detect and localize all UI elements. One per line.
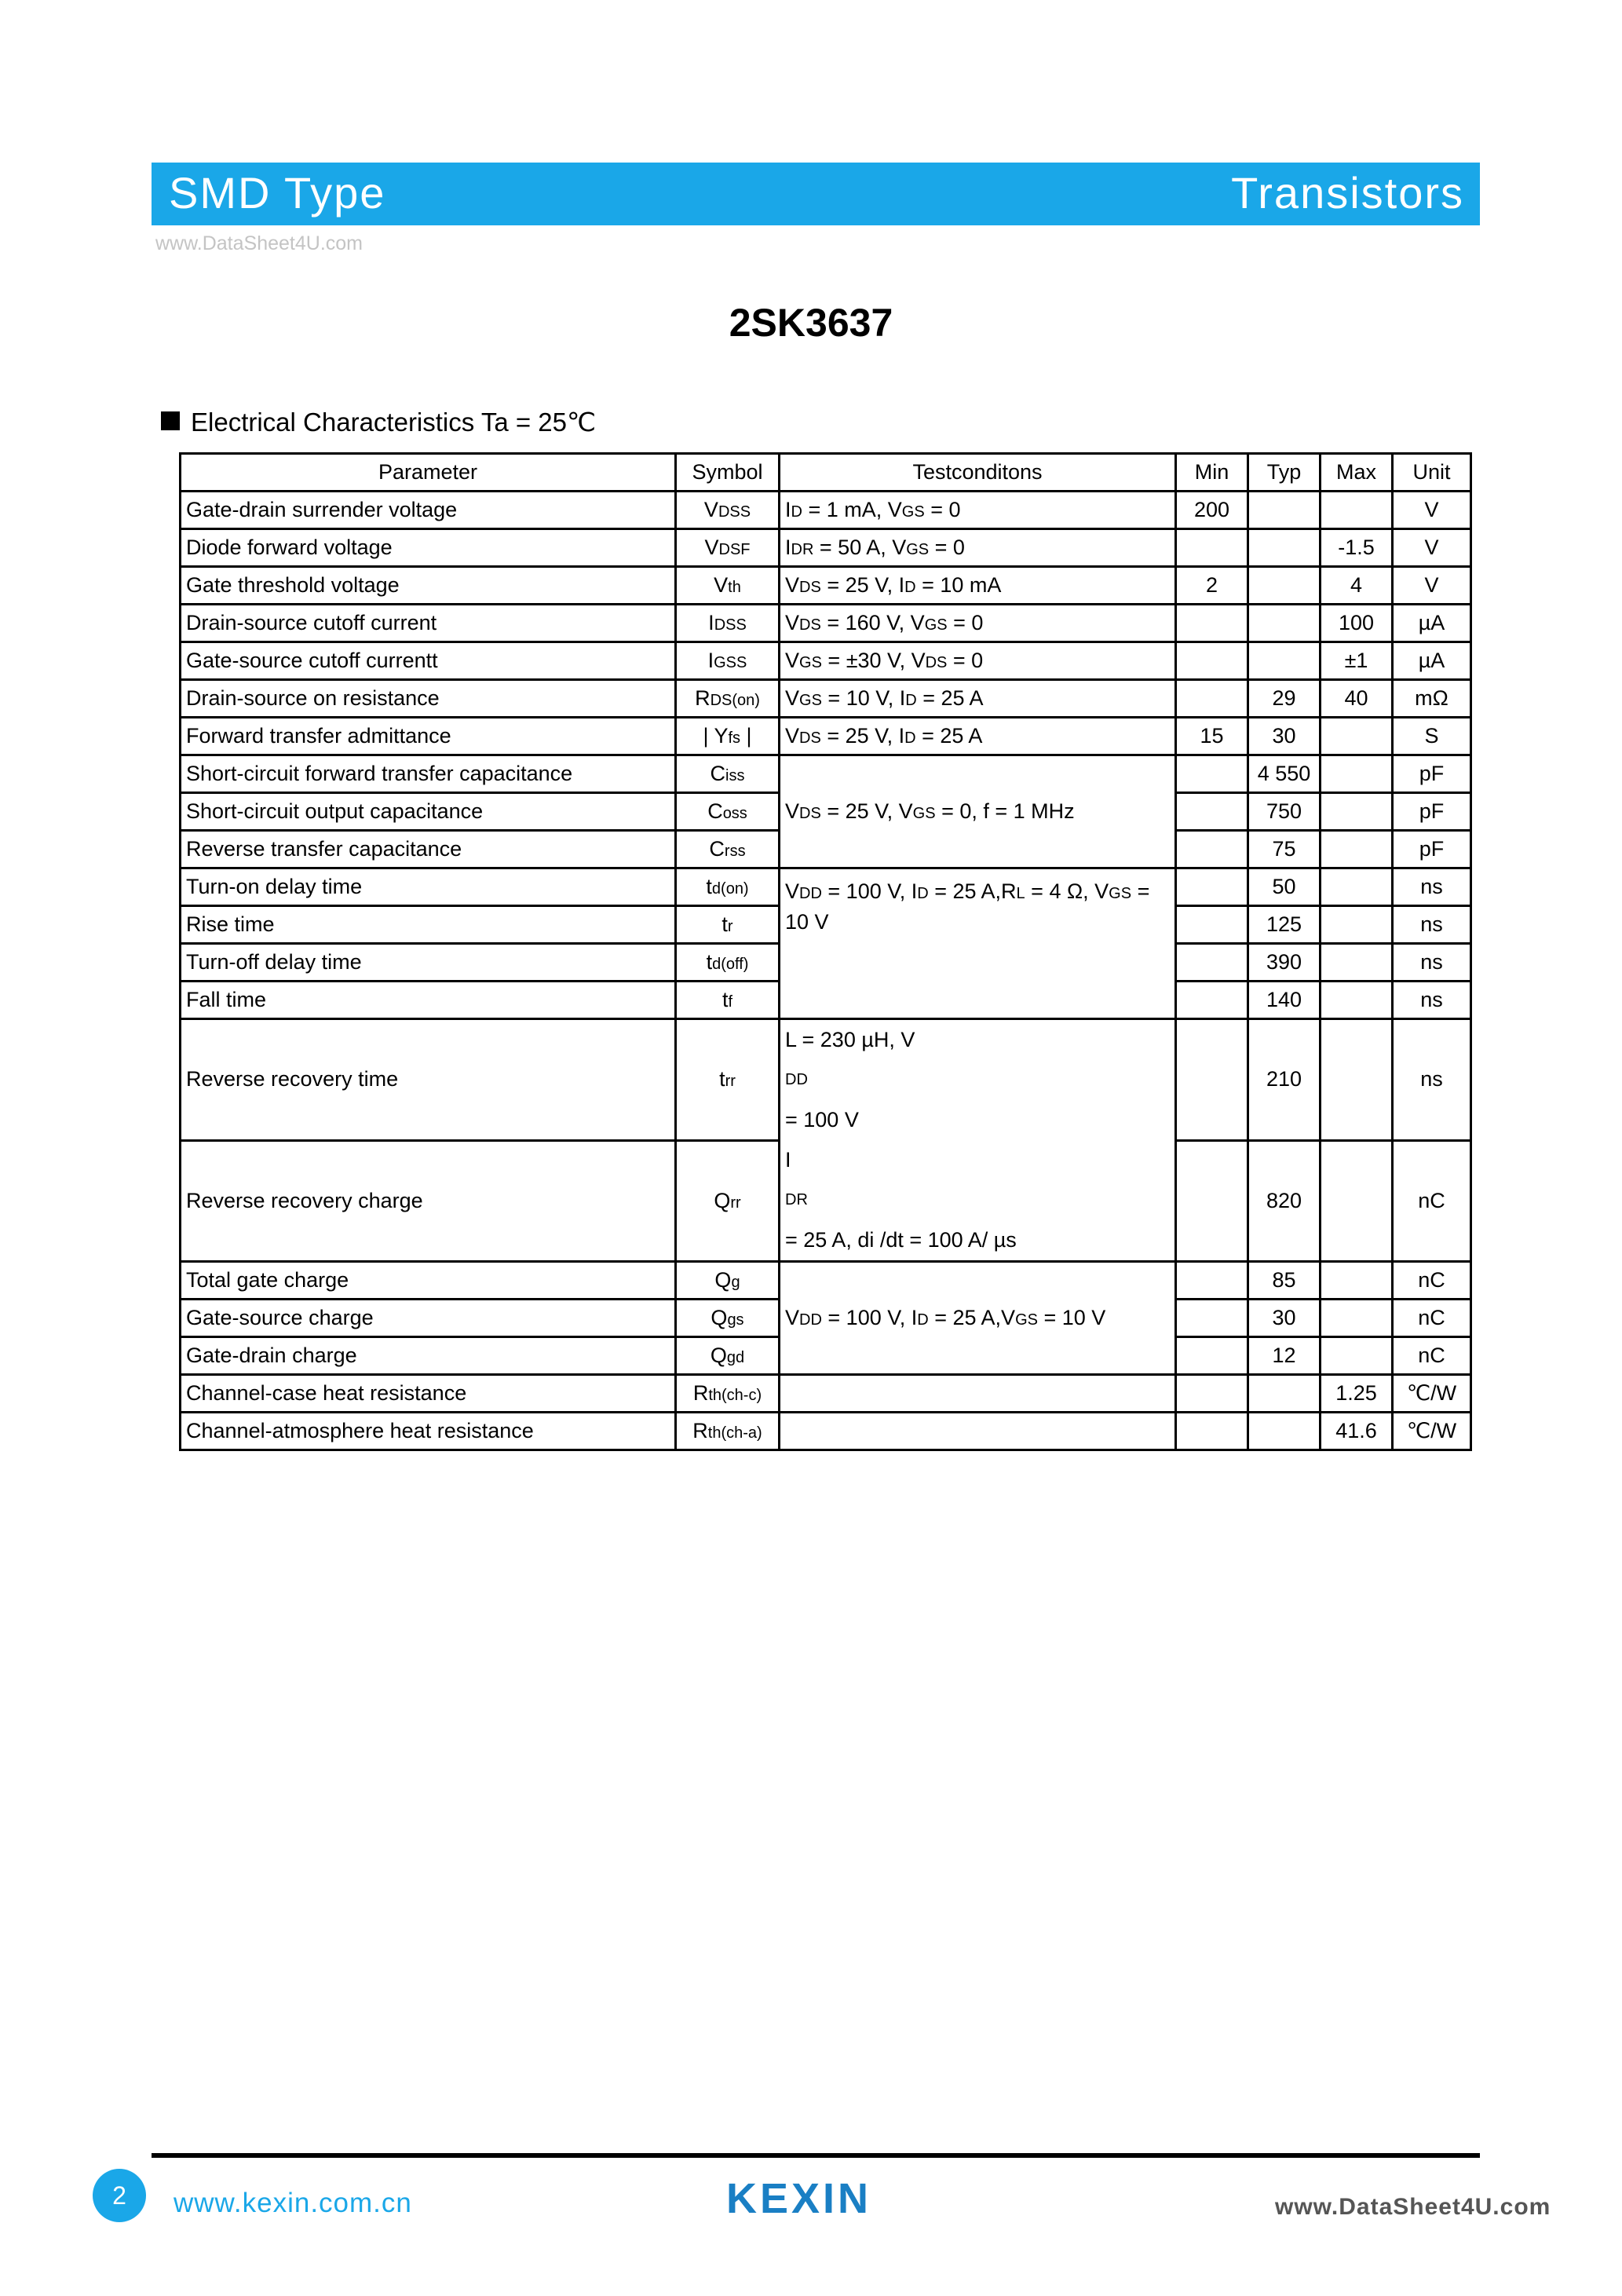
subscript: L [1016, 885, 1025, 902]
unit-cell: pF [1393, 755, 1471, 793]
text-segment: C [709, 837, 725, 861]
parameter-cell: Forward transfer admittance [181, 718, 676, 755]
subscript: DR [791, 541, 814, 558]
symbol-cell [676, 982, 780, 1019]
parameter-cell: Gate-drain surrender voltage [181, 492, 676, 529]
typ-cell: 12 [1248, 1337, 1321, 1375]
min-cell [1176, 755, 1248, 793]
symbol-cell [676, 680, 780, 718]
parameter-cell: Total gate charge [181, 1262, 676, 1300]
text-segment: Q [714, 1268, 732, 1292]
parameter-cell: Turn-on delay time [181, 868, 676, 906]
min-cell: 2 [1176, 567, 1248, 605]
unit-cell: mΩ [1393, 680, 1471, 718]
condition-cell [780, 718, 1176, 755]
max-cell: 100 [1321, 605, 1393, 642]
max-cell: 1.25 [1321, 1375, 1393, 1413]
text-segment: = 25 V, I [820, 724, 905, 748]
text-segment: R [692, 1381, 709, 1405]
max-cell [1321, 906, 1393, 944]
symbol-cell [676, 793, 780, 831]
typ-cell: 210 [1248, 1019, 1321, 1141]
table-row [181, 718, 1471, 755]
col-header: Unit [1393, 454, 1471, 492]
electrical-characteristics-table [179, 452, 1472, 1451]
typ-cell [1248, 642, 1321, 680]
subscript: D [917, 1311, 929, 1329]
typ-cell [1248, 1413, 1321, 1450]
subscript: GS [799, 692, 822, 709]
text-segment: Q [714, 1188, 731, 1212]
unit-cell: S [1393, 718, 1471, 755]
subscript: D [904, 579, 916, 596]
condition-cell [780, 1019, 1176, 1262]
text-segment: = 25 A, di /dt = 100 A/ µs [785, 1228, 1017, 1252]
col-header: Typ [1248, 454, 1321, 492]
subscript: DD [799, 885, 822, 902]
text-segment: t [706, 950, 713, 974]
max-cell [1321, 1019, 1393, 1141]
min-cell [1176, 868, 1248, 906]
subscript: f [728, 993, 733, 1011]
subscript: gd [726, 1349, 745, 1366]
text-segment: R [692, 1419, 708, 1442]
min-cell [1176, 944, 1248, 982]
unit-cell: nC [1393, 1337, 1471, 1375]
text-segment: = 25 A [915, 724, 983, 748]
parameter-cell: Fall time [181, 982, 676, 1019]
text-segment: Q [711, 1306, 728, 1329]
subscript: oss [722, 805, 747, 822]
parameter-cell: Channel-case heat resistance [181, 1375, 676, 1413]
symbol-cell [676, 831, 780, 868]
subscript: GS [901, 503, 925, 521]
kexin-logo [726, 2177, 907, 2217]
typ-cell [1248, 492, 1321, 529]
min-cell [1176, 1262, 1248, 1300]
text-segment: = 10 mA [915, 573, 1002, 597]
max-cell [1321, 868, 1393, 906]
typ-cell [1248, 529, 1321, 567]
text-segment: = 0 [924, 498, 961, 521]
subscript: DSS [714, 616, 747, 634]
text-segment: = 1 mA, V [802, 498, 902, 521]
symbol-cell [676, 944, 780, 982]
subscript: D [904, 729, 916, 747]
text-segment: t [719, 1067, 725, 1091]
symbol-cell [676, 605, 780, 642]
table-row [181, 567, 1471, 605]
unit-cell: µA [1393, 605, 1471, 642]
subscript: DS [799, 805, 821, 822]
condition-cell [780, 1375, 1176, 1413]
table-row [181, 1375, 1471, 1413]
table-row [181, 492, 1471, 529]
symbol-cell [676, 1337, 780, 1375]
max-cell [1321, 1140, 1393, 1262]
subscript: DS [799, 729, 821, 747]
typ-cell: 50 [1248, 868, 1321, 906]
condition-cell [780, 755, 1176, 868]
min-cell [1176, 1413, 1248, 1450]
text-segment: = 25 A,R [928, 879, 1017, 903]
unit-cell: ℃/W [1393, 1413, 1471, 1450]
condition-cell [780, 642, 1176, 680]
max-cell: 41.6 [1321, 1413, 1393, 1450]
text-segment: R [695, 686, 711, 710]
condition-cell [780, 1413, 1176, 1450]
subscript: DSF [718, 541, 751, 558]
text-segment: L = 230 µH, V [785, 1028, 915, 1051]
symbol-cell [676, 1300, 780, 1337]
unit-cell: nC [1393, 1262, 1471, 1300]
text-segment: = 100 V, I [821, 1306, 918, 1329]
condition-cell [780, 868, 1176, 1019]
min-cell [1176, 793, 1248, 831]
table-row [181, 755, 1471, 793]
table-row [181, 868, 1471, 906]
symbol-cell [676, 567, 780, 605]
parameter-cell: Gate threshold voltage [181, 567, 676, 605]
unit-cell: V [1393, 567, 1471, 605]
text-segment: I [785, 498, 791, 521]
symbol-cell [676, 1019, 780, 1141]
kexin-logo-text: KEXIN [726, 2177, 872, 2217]
text-segment: = 0 [947, 611, 984, 634]
max-cell [1321, 755, 1393, 793]
typ-cell [1248, 605, 1321, 642]
unit-cell: pF [1393, 793, 1471, 831]
typ-cell: 29 [1248, 680, 1321, 718]
text-segment: V [785, 724, 800, 748]
parameter-cell: Reverse recovery charge [181, 1140, 676, 1262]
parameter-cell: Reverse transfer capacitance [181, 831, 676, 868]
text-segment: I [785, 1148, 791, 1172]
text-segment: V [785, 1306, 800, 1329]
subscript: DR [785, 1191, 808, 1208]
text-segment: | Y [703, 724, 729, 748]
typ-cell: 30 [1248, 718, 1321, 755]
typ-cell: 125 [1248, 906, 1321, 944]
min-cell [1176, 1140, 1248, 1262]
subscript: rss [724, 843, 746, 860]
subscript: GS [924, 616, 948, 634]
typ-cell: 85 [1248, 1262, 1321, 1300]
max-cell: 40 [1321, 680, 1393, 718]
parameter-cell: Drain-source cutoff current [181, 605, 676, 642]
subscript: DS [799, 579, 821, 596]
table-row [181, 642, 1471, 680]
subscript: th(ch-a) [707, 1424, 762, 1442]
square-bullet-icon [161, 411, 180, 430]
unit-cell: V [1393, 492, 1471, 529]
text-segment: V [785, 573, 800, 597]
text-segment: = 25 A [916, 686, 984, 710]
condition-line [785, 1140, 1170, 1260]
unit-cell: ns [1393, 944, 1471, 982]
watermark-bottom: www.DataSheet4U.com [1275, 2194, 1551, 2220]
condition-cell [780, 529, 1176, 567]
subscript: r [727, 918, 733, 935]
parameter-cell: Gate-source cutoff currentt [181, 642, 676, 680]
parameter-cell: Short-circuit output capacitance [181, 793, 676, 831]
subscript: GS [799, 654, 822, 671]
text-segment: V [714, 573, 729, 597]
text-segment: I [785, 536, 791, 559]
condition-cell [780, 567, 1176, 605]
unit-cell: ns [1393, 906, 1471, 944]
condition-line [785, 1020, 1170, 1140]
subscript: GSS [714, 654, 747, 671]
col-header: Parameter [181, 454, 676, 492]
footer-rule [152, 2153, 1480, 2158]
max-cell [1321, 944, 1393, 982]
subscript: D [791, 503, 802, 521]
min-cell [1176, 642, 1248, 680]
text-segment: V [703, 498, 718, 521]
text-segment: = ±30 V, V [821, 649, 926, 672]
subscript: rr [725, 1073, 736, 1091]
parameter-cell: Short-circuit forward transfer capacitance [181, 755, 676, 793]
text-segment: I [707, 649, 714, 672]
max-cell [1321, 982, 1393, 1019]
max-cell [1321, 1337, 1393, 1375]
text-segment: = 25 A,V [928, 1306, 1016, 1329]
symbol-cell [676, 755, 780, 793]
subscript: GS [906, 541, 930, 558]
parameter-cell: Rise time [181, 906, 676, 944]
unit-cell: ns [1393, 982, 1471, 1019]
min-cell [1176, 982, 1248, 1019]
header-right-title: Transistors [1231, 168, 1464, 218]
table-header-row [181, 454, 1471, 492]
text-segment: I [708, 611, 714, 634]
symbol-cell [676, 1262, 780, 1300]
parameter-cell: Reverse recovery time [181, 1019, 676, 1141]
parameter-cell: Gate-source charge [181, 1300, 676, 1337]
subscript: DS [925, 654, 948, 671]
subscript: GS [912, 805, 936, 822]
part-number: 2SK3637 [729, 301, 893, 345]
typ-cell: 4 550 [1248, 755, 1321, 793]
subscript: DSS [718, 503, 751, 521]
parameter-cell: Channel-atmosphere heat resistance [181, 1413, 676, 1450]
typ-cell: 140 [1248, 982, 1321, 1019]
subscript: g [731, 1274, 740, 1291]
subscript: gs [727, 1311, 744, 1329]
text-segment: = 10 V [1037, 1306, 1106, 1329]
min-cell [1176, 831, 1248, 868]
table-row [181, 1262, 1471, 1300]
subscript: fs [728, 729, 741, 747]
unit-cell: nC [1393, 1140, 1471, 1262]
min-cell [1176, 1337, 1248, 1375]
text-segment: = 10 V [785, 879, 1150, 934]
min-cell [1176, 680, 1248, 718]
min-cell [1176, 529, 1248, 567]
col-header: Testconditons [780, 454, 1176, 492]
unit-cell: ℃/W [1393, 1375, 1471, 1413]
symbol-cell [676, 1140, 780, 1262]
subscript: th(ch-c) [708, 1387, 762, 1404]
text-segment: = 100 V [785, 1108, 859, 1132]
text-segment: Q [710, 1344, 727, 1367]
text-segment: V [785, 686, 800, 710]
text-segment: V [785, 799, 800, 823]
col-header: Symbol [676, 454, 780, 492]
symbol-cell [676, 868, 780, 906]
min-cell [1176, 1019, 1248, 1141]
min-cell: 15 [1176, 718, 1248, 755]
typ-cell: 30 [1248, 1300, 1321, 1337]
min-cell [1176, 1375, 1248, 1413]
unit-cell: µA [1393, 642, 1471, 680]
col-header: Max [1321, 454, 1393, 492]
subscript: D [905, 692, 917, 709]
text-segment: | [740, 724, 752, 748]
text-segment: t [706, 875, 712, 898]
text-segment: C [707, 799, 723, 823]
section-title-text: Electrical Characteristics Ta = 25℃ [191, 408, 597, 437]
condition-cell [780, 492, 1176, 529]
min-cell: 200 [1176, 492, 1248, 529]
header-left-title: SMD Type [169, 168, 386, 218]
subscript: iss [725, 767, 745, 784]
max-cell: 4 [1321, 567, 1393, 605]
max-cell [1321, 492, 1393, 529]
table-row [181, 605, 1471, 642]
symbol-cell [676, 642, 780, 680]
min-cell [1176, 1300, 1248, 1337]
header-banner [152, 163, 1480, 225]
typ-cell: 390 [1248, 944, 1321, 982]
text-segment: V [785, 611, 800, 634]
subscript: th [728, 579, 741, 596]
text-segment: = 0, f = 1 MHz [935, 799, 1075, 823]
subscript: DS [799, 616, 821, 634]
unit-cell: pF [1393, 831, 1471, 868]
typ-cell: 75 [1248, 831, 1321, 868]
typ-cell: 750 [1248, 793, 1321, 831]
text-segment: t [721, 912, 728, 936]
min-cell [1176, 605, 1248, 642]
subscript: d(on) [711, 880, 749, 898]
text-segment: = 100 V, I [821, 879, 918, 903]
text-segment: t [721, 988, 729, 1011]
symbol-cell [676, 492, 780, 529]
unit-cell: V [1393, 529, 1471, 567]
subscript: d(off) [712, 956, 749, 973]
table-row [181, 1413, 1471, 1450]
subscript: DS(on) [710, 692, 760, 709]
max-cell [1321, 831, 1393, 868]
parameter-cell: Gate-drain charge [181, 1337, 676, 1375]
max-cell [1321, 1300, 1393, 1337]
condition-cell [780, 680, 1176, 718]
subscript: GS [1109, 885, 1132, 902]
table-row [181, 680, 1471, 718]
parameter-cell: Diode forward voltage [181, 529, 676, 567]
footer-website-link[interactable]: www.kexin.com.cn [174, 2188, 412, 2218]
table-row [181, 529, 1471, 567]
text-segment: V [785, 649, 800, 672]
parameter-cell: Turn-off delay time [181, 944, 676, 982]
subscript: D [917, 885, 929, 902]
typ-cell [1248, 567, 1321, 605]
condition-cell [780, 1262, 1176, 1375]
typ-cell: 820 [1248, 1140, 1321, 1262]
unit-cell: ns [1393, 1019, 1471, 1141]
subscript: rr [730, 1194, 741, 1212]
text-segment: = 0 [947, 649, 984, 672]
text-segment: = 0 [929, 536, 965, 559]
text-segment: = 25 V, V [820, 799, 913, 823]
symbol-cell [676, 1375, 780, 1413]
condition-cell [780, 605, 1176, 642]
text-segment: V [785, 879, 800, 903]
watermark-top: www.DataSheet4U.com [155, 232, 363, 254]
symbol-cell [676, 718, 780, 755]
symbol-cell [676, 1413, 780, 1450]
text-segment: = 4 Ω, V [1025, 879, 1109, 903]
text-segment: = 25 V, I [820, 573, 905, 597]
min-cell [1176, 906, 1248, 944]
parameter-cell: Drain-source on resistance [181, 680, 676, 718]
unit-cell: nC [1393, 1300, 1471, 1337]
subscript: DD [799, 1311, 822, 1329]
symbol-cell [676, 906, 780, 944]
text-segment: V [704, 536, 719, 559]
table-row [181, 1019, 1471, 1141]
text-segment: = 160 V, V [820, 611, 925, 634]
unit-cell: ns [1393, 868, 1471, 906]
max-cell: -1.5 [1321, 529, 1393, 567]
col-header: Min [1176, 454, 1248, 492]
section-title [161, 407, 596, 437]
text-segment: = 50 A, V [813, 536, 907, 559]
max-cell [1321, 1262, 1393, 1300]
text-segment: = 10 V, I [821, 686, 906, 710]
subscript: GS [1015, 1311, 1038, 1329]
page-number-badge: 2 [93, 2169, 146, 2222]
max-cell [1321, 718, 1393, 755]
text-segment: C [710, 762, 726, 785]
subscript: DD [785, 1071, 808, 1088]
max-cell: ±1 [1321, 642, 1393, 680]
typ-cell [1248, 1375, 1321, 1413]
symbol-cell [676, 529, 780, 567]
max-cell [1321, 793, 1393, 831]
